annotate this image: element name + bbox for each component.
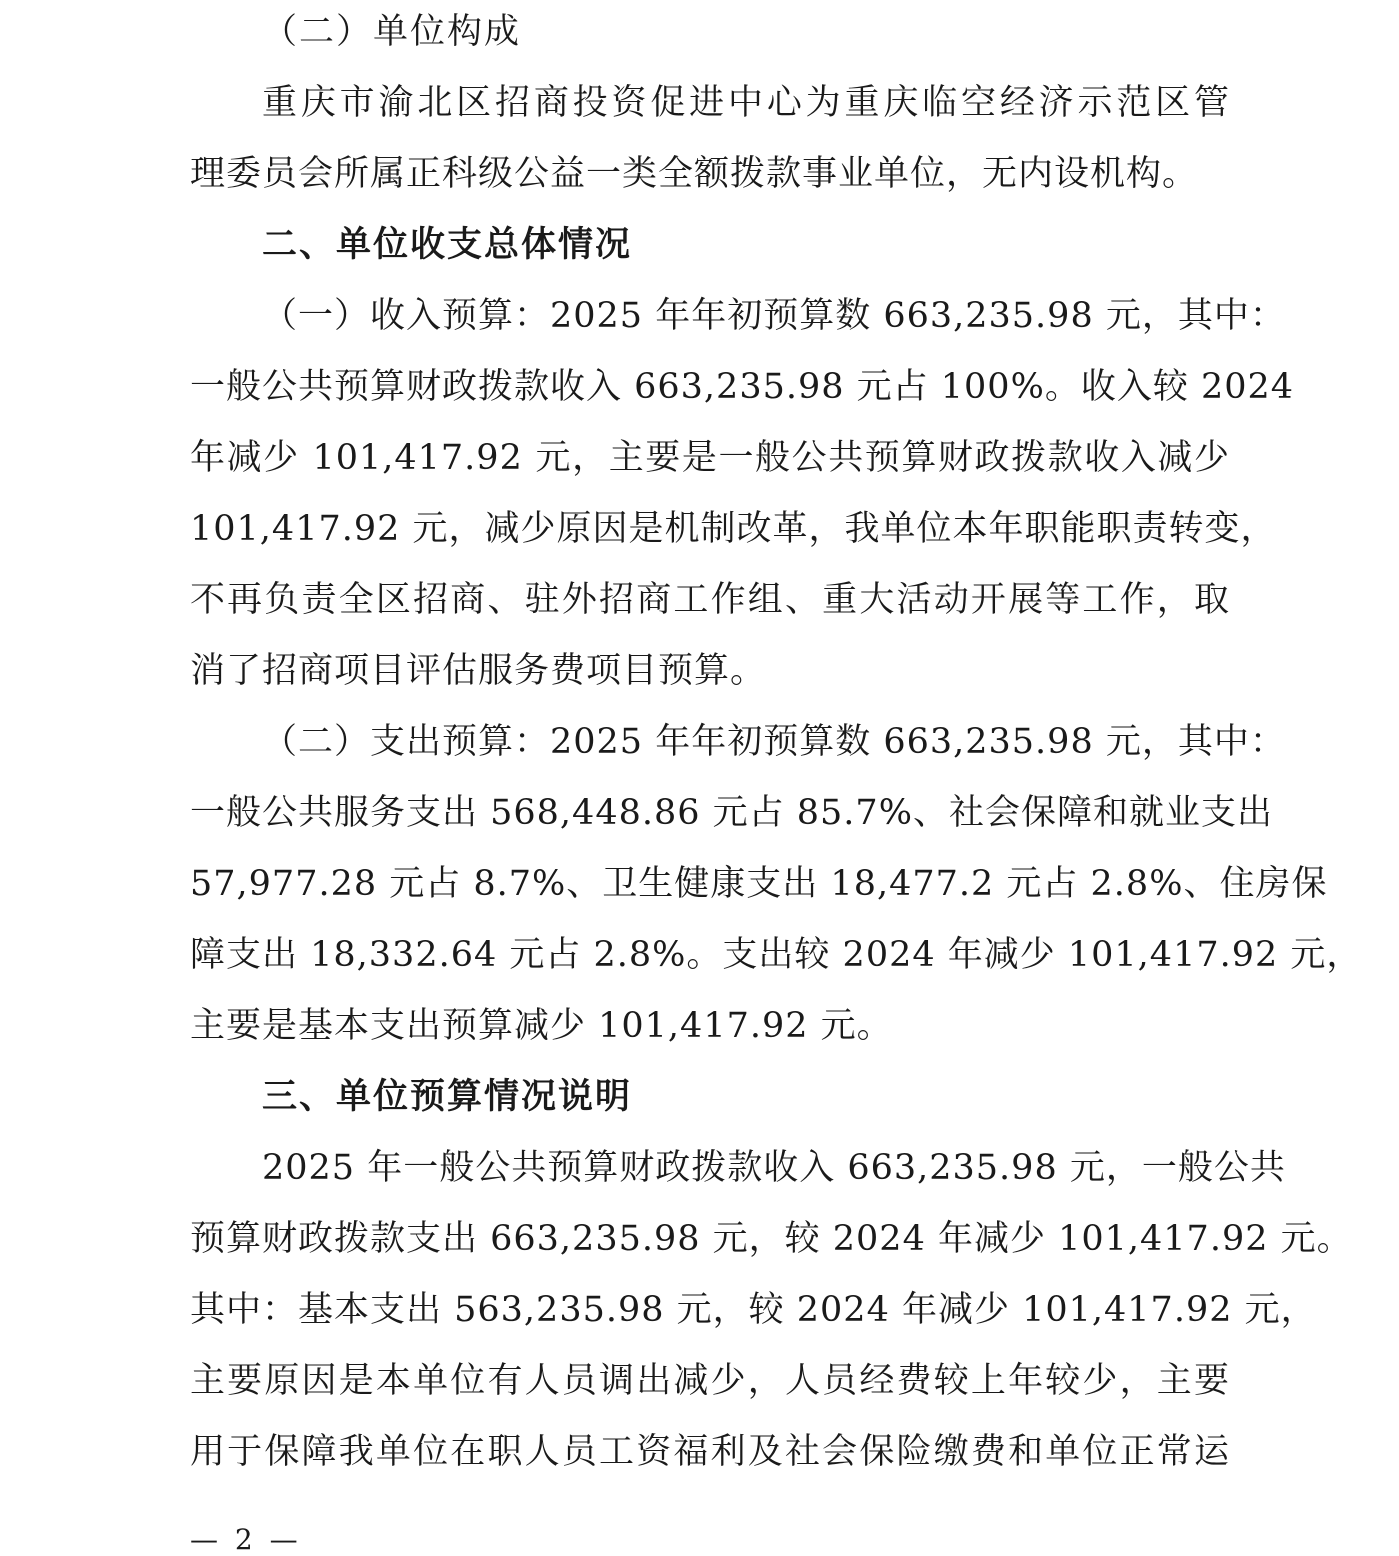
paragraph-line: 理委员会所属正科级公益一类全额拨款事业单位，无内设机构。 (190, 154, 1199, 194)
paragraph-line: 主要是基本支出预算减少 101,417.92 元。 (190, 1006, 893, 1046)
paragraph-line: 障支出 18,332.64 元占 2.8%。支出较 2024 年减少 101,417.92 元， (190, 935, 1363, 975)
paragraph-line: 101,417.92 元，减少原因是机制改革，我单位本年职能职责转变， (190, 509, 1277, 549)
paragraph-line: 用于保障我单位在职人员工资福利及社会保险缴费和单位正常运 (190, 1432, 1230, 1472)
paragraph-line: 消了招商项目评估服务费项目预算。 (190, 651, 767, 691)
paragraph-line: 其中：基本支出 563,235.98 元，较 2024 年减少 101,417.92 元， (190, 1290, 1317, 1330)
paragraph-line: 2025 年一般公共预算财政拨款收入 663,235.98 元，一般公共 (262, 1148, 1286, 1188)
paragraph-line: 不再负责全区招商、驻外招商工作组、重大活动开展等工作，取 (190, 580, 1230, 620)
section-heading-overview: 二、单位收支总体情况 (262, 225, 633, 265)
subsection-heading-composition: （二）单位构成 (262, 12, 522, 52)
paragraph-line: 重庆市渝北区招商投资促进中心为重庆临空经济示范区管 (262, 83, 1230, 123)
paragraph-line: （二）支出预算：2025 年年初预算数 663,235.98 元，其中： (262, 722, 1286, 762)
paragraph-line: 57,977.28 元占 8.7%、卫生健康支出 18,477.2 元占 2.8%、住房保 (190, 864, 1328, 904)
paragraph-line: 一般公共预算财政拨款收入 663,235.98 元占 100%。收入较 2024 (190, 367, 1295, 407)
section-heading-budget-explanation: 三、单位预算情况说明 (262, 1077, 633, 1117)
paragraph-line: 一般公共服务支出 568,448.86 元占 85.7%、社会保障和就业支出 (190, 793, 1273, 833)
page-number: — 2 — (190, 1523, 302, 1556)
paragraph-line: 主要原因是本单位有人员调出减少，人员经费较上年较少，主要 (190, 1361, 1230, 1401)
paragraph-line: （一）收入预算：2025 年年初预算数 663,235.98 元，其中： (262, 296, 1286, 336)
paragraph-line: 年减少 101,417.92 元，主要是一般公共预算财政拨款收入减少 (190, 438, 1230, 478)
paragraph-line: 预算财政拨款支出 663,235.98 元，较 2024 年减少 101,417.92 元。 (190, 1219, 1353, 1259)
